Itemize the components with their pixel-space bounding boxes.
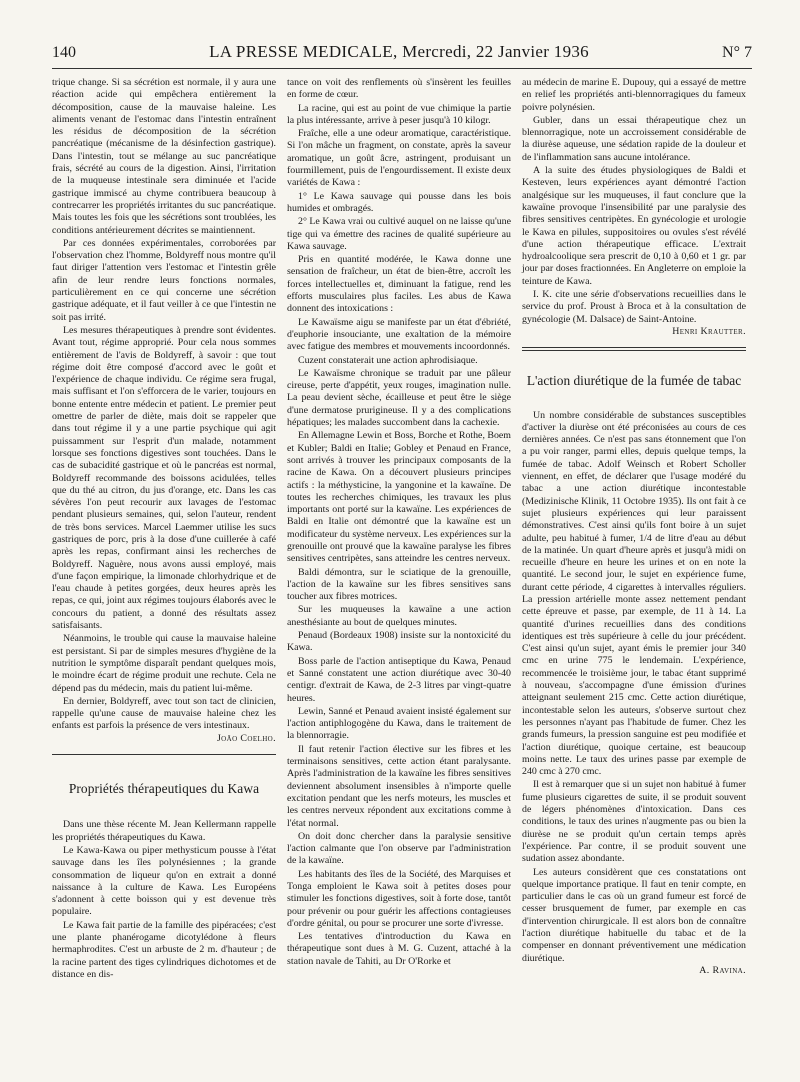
- journal-title: LA PRESSE MEDICALE, Mercredi, 22 Janvier 1936: [209, 42, 589, 61]
- paragraph: Les tentatives d'introduction du Kawa en thérapeutique sont dues à M. G. Cuzent, attaché à la station navale de Tahiti, au Dr O'Rorke et: [287, 931, 511, 967]
- author-signature: Henri Krautter.: [672, 325, 746, 337]
- paragraph: Baldi démontra, sur le sciatique de la grenouille, l'action de la kawaïne sur les fibres sensitives sans toucher aux fibres motrices.: [287, 566, 511, 603]
- paragraph: 1° Le Kawa sauvage qui pousse dans les bois humides et ombragés.: [287, 190, 511, 214]
- issue-number: N° 7: [722, 44, 752, 61]
- paragraph: Le Kawaïsme chronique se traduit par une pâleur cireuse, perte d'appétit, yeux rouges, imagination nulle. La peau devient sèche, écailleuse et peut être le siège d'une dermatose prurigineuse. Il y a des complications hépatiques; les malades succombent dans la cachexie.: [287, 367, 511, 429]
- page-number: 140: [52, 44, 76, 61]
- column-1: [52, 77, 276, 981]
- divider: [522, 347, 746, 348]
- column-2: [287, 77, 511, 981]
- paragraph: Pris en quantité modérée, le Kawa donne une sensation de fraîcheur, un état de bien-être, accroît les forces intellectuelles et, diminuant la fatigue, rend les efforts musculaires plus faciles. Les abus de Kawa donnent des intoxications :: [287, 254, 511, 315]
- divider: [522, 350, 746, 351]
- paragraph: A la suite des études physiologiques de Baldi et Kesteven, leurs expériences ayant démontré l'action analgésique sur les muqueuses, il faut conclure que la kawaïne provoque l'insensibilité par une paralysie des fibres sensitives centripètes. En gynécologie et urologie le Kawa en pilules, suppositoires ou ovules s'est révélé d'une action thérapeutique efficace. L'extrait hydroalcoolique sera prescrit de 0,10 à 0,60 et 1 gr. par jour par doses fractionnées. En Angleterre on emploie la teinture de Kawa.: [522, 165, 746, 287]
- paragraph: On doit donc chercher dans la paralysie sensitive l'action calmante que l'on observe par l'administration de la kawaïne.: [287, 830, 511, 867]
- column-3: [522, 77, 746, 981]
- paragraph: Les habitants des îles de la Société, des Marquises et Tonga emploient le Kawa soit à petites doses pour stimuler les fonctions digestives, soit à forte dose, tantôt pour prévenir ou pour guérir les affections contagieuses d'ordre génital, ou pour se procurer une sorte d'ivresse.: [287, 868, 511, 929]
- paragraph: Dans une thèse récente M. Jean Kellermann rappelle les propriétés thérapeutiques du Kawa.: [52, 819, 276, 843]
- paragraph: Le Kawa fait partie de la famille des pipéracées; c'est une plante phanérogame dicotylédone à fleurs hermaphrodites. C'est un arbuste de 2 m. d'hauteur ; de la racine partent des tiges cylindriques dichotomes et de distance en dis-: [52, 919, 276, 980]
- divider: [52, 754, 276, 755]
- paragraph: 2° Le Kawa vrai ou cultivé auquel on ne laisse qu'une tige qui va émettre des racines de qualité supérieure au Kawa sauvage.: [287, 216, 511, 252]
- author-signature: A. Ravina.: [699, 964, 746, 976]
- paragraph: Gubler, dans un essai thérapeutique chez un blennorragique, note un accroissement considérable de la diurèse aqueuse, une sédation rapide de la douleur et de l'inflammation sans aucune intolérance.: [522, 114, 746, 163]
- paragraph: Il faut retenir l'action élective sur les fibres et les terminaisons sensitives, cette action étant paralysante. Après l'administration de la kawaïne les fibres sensitives deviennent absolument insensibles à n'importe quelle excitation pendant que les nerfs moteurs, les muscles et les centres nerveux répondent aux excitations comme à l'état normal.: [287, 743, 511, 829]
- columns: [52, 77, 752, 981]
- paragraph: En Allemagne Lewin et Boss, Borche et Rothe, Boem et Kubler; Baldi en Italie; Gobley et Penaud en France, sont arrivés à trouver les principaux composants de la racine de Kawa. On a découvert plusieurs principes actifs : la méthysticine, la yangonine et la kawaïne. De toutes les recherches chimiques, les travaux les plus importants ont porté sur la kawaïne. Les expériences de Baldi en Italie ont démontré que la kawaïne est un modificateur du système nerveux. Les expériences sur la grenouille ont prouvé que la kawaïne paralyse les fibres sensitives centripètes, sans atteindre les centres nerveux.: [287, 430, 511, 565]
- paragraph: Les mesures thérapeutiques à prendre sont évidentes. Avant tout, régime approprié. Pour cela nous sommes entièrement de l'avis de Boldyreff, à savoir : que tout régime doit être composé d'accord avec le goût et l'expérience de chaque individu. Ce régime sera frugal, mais suffisant et l'on s'efforcera de le varier, toujours en bonne entente entre médecin et patient. Le premier peut omettre de parler de diète, mais doit se rappeler que dans tout régime il y a une partie psychique qui agit puissamment sur l'esprit d'un malade, notamment lorsque ses fonctions digestives sont touchées. Dans le cas de subacidité gastrique et où le pancréas est normal, Boldyreff recommande des boissons acidulées, telles que du thé au citron, du jus d'orange, etc. Dans les cas sévères l'on peut recourir aux lavages de l'estomac pendant plusieurs semaines, qui, selon l'auteur, rendent de très bons services. Marcel Laemmer utilise les sucs gastriques de porc, pris à la dose d'une cuillerée à café après les repas, confirmant ainsi les recherches de Boldyreff. Naguère, nous avons aussi employé, mais d'une façon empirique, la limonade chlorhydrique et de l'eau chaude à petites gorgées, deux heures après les repas, ce qui, joint aux régimes toujours élaborés avec le concours du patient, a donné des résultats assez satisfaisants.: [52, 324, 276, 632]
- paragraph: Les auteurs considèrent que ces constatations ont quelque importance pratique. Il faut en tenir compte, en particulier dans le cas où un grand fumeur est forcé de cesser brusquement de fumer, par exemple en cas d'intervention chirurgicale. Il est alors bon de connaître l'action diurétique habituelle du tabac et de la compenser en donnant préventivement une médication diurétique.: [522, 866, 746, 964]
- paragraph: Sur les muqueuses la kawaïne a une action anesthésiante au bout de quelques minutes.: [287, 604, 511, 628]
- paragraph: Il est à remarquer que si un sujet non habitué à fumer fume plusieurs cigarettes de suite, il se produit souvent de légers phénomènes d'intoxication. Dans ces conditions, le taux des urines n'augmente pas ou bien la diurèse ne se produit qu'un certain temps après l'expérience. Par contre, il se produit souvent une sudation assez abondante.: [522, 779, 746, 865]
- paragraph: Par ces données expérimentales, corroborées par l'observation chez l'homme, Boldyreff nous montre qu'il faut diriger l'attention vers l'estomac et l'intestin grêle afin de leur rendre leurs fonctions normales, particulièrement en ce qui concerne une sécrétion gastrique adéquate, et il faut veiller à ce que l'intestin ne soit pas irrité.: [52, 237, 276, 323]
- paragraph: trique change. Si sa sécrétion est normale, il y aura une réaction acide qui empêchera entièrement la décomposition, cause de la mauvaise haleine. Les aliments venant de l'estomac dans l'intestin entraînent les résidus de décomposition de la sécrétion pancréatique (mécanisme de la désinfection gastrique). Dans l'intestin, tout se mélange au suc pancréatique frais, sécrété au cours de la digestion. Ainsi, l'irritation de la muqueuse intestinale sera diminuée et l'acide gastrique immiscé au chyme contribuera beaucoup à contrecarrer les propriétés irritantes du suc pancréatique. Mais toutes les fois que les sécrétions sont troublées, les conditions antérieurement décrites se maintiennent.: [52, 77, 277, 236]
- section-title-tabac: L'action diurétique de la fumée de tabac: [526, 373, 742, 389]
- paragraph: Lewin, Sanné et Penaud avaient insisté également sur l'action antiphlogogène du Kawa, dans le traitement de la blennorragie.: [287, 705, 511, 742]
- section-title-kawa: Propriétés thérapeutiques du Kawa: [68, 781, 260, 797]
- paragraph: Le Kawa-Kawa ou piper methysticum pousse à l'état sauvage dans les îles polynésiennes ; la grande consommation de liqueur qu'on en extrait a donné naissance à la culture de Kawa. Les Européens s'adonnent à cette boisson qui y est devenue très populaire.: [52, 844, 276, 918]
- paragraph: Penaud (Bordeaux 1908) insiste sur la nontoxicité du Kawa.: [287, 630, 511, 654]
- author-signature: João Coelho.: [216, 732, 276, 744]
- paragraph: Cuzent constaterait une action aphrodisiaque.: [298, 354, 478, 366]
- paragraph: Un nombre considérable de substances susceptibles d'activer la diurèse ont été préconisées au cours de ces dernières années. Ce n'est pas sans étonnement que l'on a pu voir ranger, parmi elles, depuis quelque temps, la fumée de tabac. Adolf Weinsch et Robert Scholler viennent, en effet, de déclarer que l'usage modéré du tabac a une action diurétique incontestable (Medizinische Klinik, 11 Octobre 1935). Ils ont fait à ce sujet plusieurs expériences qui leur paraissent démonstratives. C'est ainsi qu'ils font boire à un sujet adulte, peu habitué à fumer, 1/4 de litre d'eau au début de la matinée. Un quart d'heure après et jusqu'à midi on recueille d'heure en heure les urines et on en note la quantité. Le second jour, le sujet en expérience fume, durant cette période, 4 cigarettes à intervalles réguliers. La pression artérielle monte assez nettement pendant cette épreuve et passe, par exemple, de 11 à 14. La quantité d'urines recueillies dans des conditions identiques est très supérieure à celle du jour précédent. C'est ainsi qu'un sujet, ayant émis le premier jour 340 cmc en urine 775 le lendemain. L'expérience, recommencée le troisième jour, le tabac étant supprimé à nouveau, s'accompagne d'une émission d'urines atteignant seulement 215 cmc. Cette action diurétique, incontestable selon les auteurs, s'observe surtout chez les personnes n'ayant pas l'habitude de fumer. Chez les grands fumeurs, la pression sanguine est peu modifiée et l'action diurétique, quoique certaine, est beaucoup moins nette. Le taux des urines passe par exemple de 240 cmc à 270 cmc.: [522, 409, 746, 778]
- page-header: [52, 42, 752, 69]
- paragraph: Boss parle de l'action antiseptique du Kawa, Penaud et Sanné constatent une action diurétique avec 30-40 centigr. d'extrait de Kawa, de 2-3 litres par vingt-quatre heures.: [287, 655, 511, 704]
- paragraph: Le Kawaïsme aigu se manifeste par un état d'ébriété, d'euphorie insouciante, une exaltation de la mémoire avec fatigue des membres et mouvements incoordonnés.: [287, 316, 511, 353]
- paragraph: La racine, qui est au point de vue chimique la partie la plus intéressante, arrive à peser jusqu'à 10 kilogr.: [287, 102, 511, 126]
- paragraph: I. K. cite une série d'observations recueillies dans le service du prof. Proust à Broca et à la consultation de gynécologie (M. Dalsace) de Saint-Antoine.: [522, 289, 746, 325]
- paragraph: Néanmoins, le trouble qui cause la mauvaise haleine est persistant. Si par de simples mesures d'hygiène de la nutrition le symptôme disparaît pendant quelques mois, le moindre écart de régime produit une rechute. Cela ne dépend pas du médecin, mais du patient lui-même.: [52, 633, 276, 694]
- paragraph: En dernier, Boldyreff, avec tout son tact de clinicien, rappelle qu'une cause de mauvaise haleine chez les enfants est parfois la présence de vers intestinaux.: [52, 695, 276, 732]
- paragraph: Fraîche, elle a une odeur aromatique, caractéristique. Si l'on mâche un fragment, on constate, après la saveur aromatique, un goût âcre, astringent, produisant un fourmillement, puis de l'engourdissement. Il existe deux variétés de Kawa :: [287, 128, 511, 189]
- paragraph: au médecin de marine E. Dupouy, qui a essayé de mettre en relief les propriétés anti-blennorragiques du fameux poivre polynésien.: [522, 77, 746, 113]
- paragraph: tance on voit des renflements où s'insèrent les feuilles en forme de cœur.: [287, 77, 511, 101]
